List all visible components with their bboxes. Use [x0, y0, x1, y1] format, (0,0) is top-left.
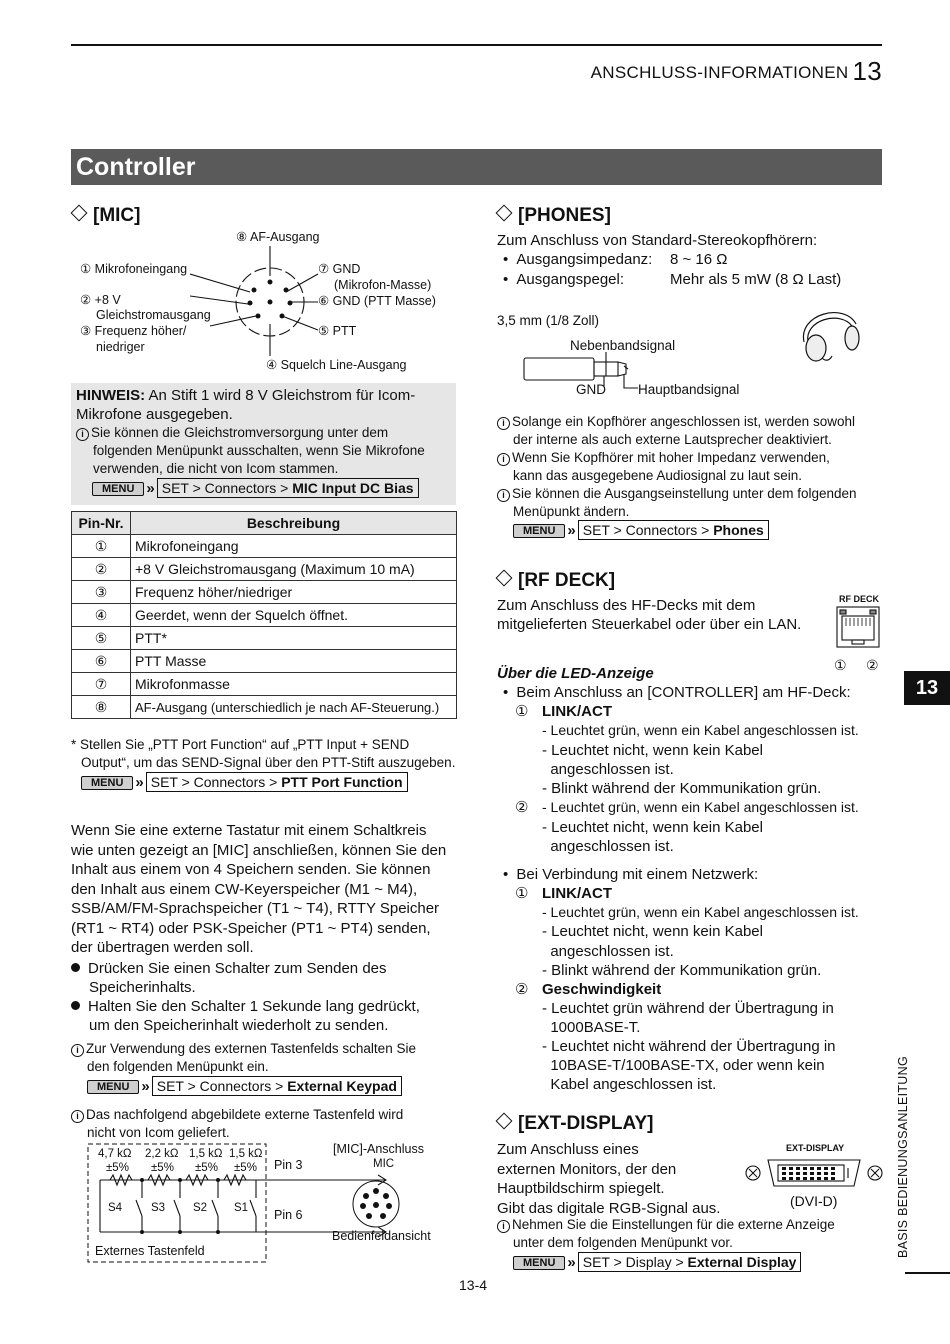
- phones-info-1a: i Solange ein Kopfhörer angeschlossen ist, werden sowohl: [497, 413, 855, 431]
- resistor-1-label: 4,7 kΩ: [98, 1148, 132, 1160]
- pin-label-4: ④ Squelch Line-Ausgang: [266, 358, 407, 372]
- bullet-icon: [71, 963, 80, 972]
- phones-info-2a: i Wenn Sie Kopfhörer mit hoher Impedanz verwenden,: [497, 449, 830, 467]
- rfdeck-intro-1: Zum Anschluss des HF-Decks mit dem: [497, 597, 756, 614]
- n2-item-3: - Leuchtet nicht während der Übertragung in: [542, 1038, 836, 1055]
- l1-title: LINK/ACT: [542, 703, 612, 720]
- bullet-icon: [71, 1001, 80, 1010]
- phones-intro: Zum Anschluss von Standard-Stereokopfhörern:: [497, 232, 818, 249]
- pin-label-1: ① Mikrofoneingang: [80, 262, 188, 276]
- n1-item-4: - Blinkt während der Kommunikation grün.: [542, 962, 822, 979]
- bullet-1b: Speicherinhalts.: [89, 979, 196, 996]
- n1-item-1: - Leuchtet grün, wenn ein Kabel angeschlossen ist.: [542, 904, 859, 920]
- l2-num: ②: [515, 799, 529, 816]
- l2-item-3: angeschlossen ist.: [542, 838, 674, 855]
- keypad-info-1: i Zur Verwendung des externen Tastenfelds schalten Sie: [71, 1040, 416, 1058]
- col-description: Beschreibung: [131, 512, 457, 535]
- resistor-2-label: 2,2 kΩ: [145, 1148, 179, 1160]
- n2-num: ②: [515, 981, 529, 998]
- menu-button[interactable]: MENU: [81, 776, 133, 790]
- tolerance-label: ±5%: [234, 1162, 257, 1174]
- l1-num: ①: [515, 703, 529, 720]
- keypad-info-2: den folgenden Menüpunkt ein.: [87, 1059, 269, 1074]
- hint-line-2: Mikrofone ausgegeben.: [76, 406, 233, 423]
- n1-item-3: angeschlossen ist.: [542, 943, 674, 960]
- table-row: ⑤ PTT*: [72, 627, 457, 650]
- tolerance-label: ±5%: [195, 1162, 218, 1174]
- extdisplay-intro: Zum Anschluss eines externen Monitors, der den Hauptbildschirm spiegelt. Gibt das digitale RGB-Signal aus.: [497, 1141, 721, 1217]
- hint-info-2: folgenden Menüpunkt ausschalten, wenn Sie Mikrofone: [93, 443, 425, 458]
- diamond-icon: [496, 570, 513, 587]
- gnd-label: GND: [576, 382, 606, 397]
- table-row: ② +8 V Gleichstromausgang (Maximum 10 mA): [72, 558, 457, 581]
- pin-label-5: ⑤ PTT: [318, 324, 357, 338]
- menu-path: SET > Connectors > Phones: [578, 520, 769, 540]
- info-icon: i: [71, 1044, 84, 1057]
- keypad-note-1: i Das nachfolgend abgebildete externe Tastenfeld wird: [71, 1106, 403, 1124]
- keypad-menu-path: MENU » SET > Connectors > External Keypad: [87, 1076, 402, 1096]
- extdisplay-info-2: unter dem folgenden Menüpunkt vor.: [513, 1235, 733, 1250]
- l2-item-2: - Leuchtet nicht, wenn kein Kabel: [542, 819, 763, 836]
- headphones-icon: [796, 302, 862, 364]
- hint-menu-path: MENU » SET > Connectors > MIC Input DC Bias: [92, 478, 419, 498]
- front-view-label: Bedienfeldansicht: [332, 1229, 431, 1243]
- table-row: ③ Frequenz höher/niedriger: [72, 581, 457, 604]
- rfdeck-heading: [RF DECK]: [498, 570, 615, 592]
- section-title: ANSCHLUSS-INFORMATIONEN: [590, 63, 849, 82]
- side-manual-label: BASIS BEDIENUNGSANLEITUNG: [896, 1056, 910, 1258]
- info-icon: i: [71, 1110, 84, 1123]
- pin-label-2b: Gleichstromausgang: [96, 308, 211, 322]
- hint-line-1: HINWEIS: An Stift 1 wird 8 V Gleichstrom für Icom-: [76, 387, 416, 404]
- pin3-label: Pin 3: [274, 1158, 303, 1172]
- switch-s3: S3: [151, 1202, 166, 1214]
- diamond-icon: [496, 205, 513, 222]
- keypad-note-2: nicht von Icom geliefert.: [87, 1125, 230, 1140]
- diamond-icon: [71, 205, 88, 222]
- phones-heading: [PHONES]: [498, 205, 611, 227]
- bullet-2: Halten Sie den Schalter 1 Sekunde lang gedrückt,: [71, 997, 420, 1017]
- header-title: [591, 56, 882, 87]
- switch-s2: S2: [193, 1202, 208, 1214]
- pin-label-6: ⑥ GND (PTT Masse): [318, 294, 436, 308]
- l1-item-3: angeschlossen ist.: [542, 761, 674, 778]
- extdisplay-menu-path: MENU » SET > Display > External Display: [513, 1252, 801, 1272]
- menu-path: SET > Connectors > MIC Input DC Bias: [157, 478, 419, 498]
- l1-item-1: - Leuchtet grün, wenn ein Kabel angeschlossen ist.: [542, 722, 859, 738]
- table-row: ⑥ PTT Masse: [72, 650, 457, 673]
- mic-conn-title: [MIC]-Anschluss: [333, 1142, 424, 1156]
- footnote-1: * Stellen Sie „PTT Port Function“ auf „PTT Input + SEND: [71, 737, 410, 752]
- rj45-jack-icon: [834, 604, 884, 654]
- menu-path: SET > Connectors > External Keypad: [152, 1076, 402, 1096]
- plug-size: 3,5 mm (1/8 Zoll): [497, 313, 600, 328]
- resistor-4-label: 1,5 kΩ: [229, 1148, 263, 1160]
- led-1-marker: ①: [834, 657, 847, 673]
- chapter-tab[interactable]: 13: [904, 671, 950, 705]
- mic-connector-diagram: [190, 246, 330, 372]
- pin-label-7b: (Mikrofon-Masse): [334, 278, 432, 292]
- page-number: 13-4: [459, 1277, 488, 1293]
- keypad-paragraph: Wenn Sie eine externe Tastatur mit einem Schaltkreis wie unten gezeigt an [MIC] anschließen, können Sie den Inhalt aus einem von 4 Speichern senden. Sie können den Inhalt aus einem CW-Keyerspeicher (M1 ~ M4), SSB/AM/FM-Sprachspeicher (T1 ~ T4), RTTY Speicher (RT1 ~ RT4) oder PSK-Speicher (PT1 ~ PT4) senden, der übertragen werden soll.: [71, 822, 447, 956]
- rfdeck-bullet-2: • Bei Verbindung mit einem Netzwerk:: [503, 866, 759, 883]
- menu-button[interactable]: MENU: [87, 1080, 139, 1094]
- diamond-icon: [496, 1113, 513, 1130]
- menu-path: SET > Connectors > PTT Port Function: [146, 772, 408, 792]
- side-rule: [905, 1272, 950, 1274]
- resistor-3-label: 1,5 kΩ: [189, 1148, 223, 1160]
- extdisplay-heading: [EXT-DISPLAY]: [498, 1113, 654, 1135]
- hint-info-1: i Sie können die Gleichstromversorgung unter dem: [76, 424, 388, 442]
- menu-button[interactable]: MENU: [513, 1256, 565, 1270]
- tolerance-label: ±5%: [151, 1162, 174, 1174]
- menu-button[interactable]: MENU: [92, 482, 144, 496]
- l1-item-2: - Leuchtet nicht, wenn kein Kabel: [542, 742, 763, 759]
- n2-title: Geschwindigkeit: [542, 981, 662, 998]
- info-icon: i: [497, 453, 510, 466]
- section-banner: Controller: [71, 149, 882, 185]
- phones-level: • Ausgangspegel:: [503, 271, 625, 288]
- n2-item-2: 1000BASE-T.: [542, 1019, 641, 1036]
- phones-impedance-value: 8 ~ 16 Ω: [670, 251, 728, 268]
- hint-info-3: verwenden, die nicht von Icom stammen.: [93, 461, 339, 476]
- pin6-label: Pin 6: [274, 1208, 303, 1222]
- l1-item-4: - Blinkt während der Kommunikation grün.: [542, 780, 822, 797]
- pin-label-3a: ③ Frequenz höher/: [80, 324, 187, 338]
- footnote-menu-path: MENU » SET > Connectors > PTT Port Function: [81, 772, 408, 792]
- n2-item-4: 10BASE-T/100BASE-TX, oder wenn kein: [542, 1057, 825, 1074]
- external-keypad-label: Externes Tastenfeld: [95, 1244, 205, 1258]
- phones-info-3b: Menüpunkt ändern.: [513, 504, 630, 519]
- mic-heading: [MIC]: [73, 205, 140, 227]
- dvi-connector-icon: [744, 1156, 884, 1190]
- rfdeck-jack-label: RF DECK: [839, 594, 879, 604]
- menu-button[interactable]: MENU: [513, 524, 565, 538]
- stereo-plug-icon: [520, 352, 640, 392]
- n2-item-1: - Leuchtet grün während der Übertragung in: [542, 1000, 834, 1017]
- menu-path: SET > Display > External Display: [578, 1252, 802, 1272]
- phones-menu-path: MENU » SET > Connectors > Phones: [513, 520, 769, 540]
- footnote-2: Output“, um das SEND-Signal über den PTT-Stift auszugeben.: [81, 755, 456, 770]
- n1-title: LINK/ACT: [542, 885, 612, 902]
- rfdeck-bullet-1: • Beim Anschluss an [CONTROLLER] am HF-Deck:: [503, 684, 851, 701]
- info-icon: i: [497, 1220, 510, 1233]
- phones-info-1b: der interne als auch externe Lautsprecher deaktiviert.: [513, 432, 832, 447]
- l2-item-1: - Leuchtet grün, wenn ein Kabel angeschlossen ist.: [542, 799, 859, 815]
- bullet-2b: um den Speicherinhalt wiederholt zu senden.: [89, 1017, 389, 1034]
- chapter-number: 13: [852, 56, 882, 86]
- n2-item-5: Kabel angeschlossen ist.: [542, 1076, 717, 1093]
- table-row: ⑧ AF-Ausgang (unterschiedlich je nach AF-Steuerung.): [72, 696, 457, 719]
- switch-s1: S1: [234, 1202, 249, 1214]
- col-pin-nr: Pin-Nr.: [72, 512, 131, 535]
- led-2-marker: ②: [866, 657, 879, 673]
- phones-info-2b: kann das ausgegebene Audiosignal zu laut sein.: [513, 468, 802, 483]
- pin-table: [71, 511, 457, 719]
- info-icon: i: [497, 417, 510, 430]
- pin-label-2a: ② +8 V: [80, 293, 121, 307]
- dvi-label: (DVI-D): [790, 1193, 838, 1209]
- mic-conn-label: MIC: [373, 1158, 395, 1170]
- extdisplay-info-1: i Nehmen Sie die Einstellungen für die externe Anzeige: [497, 1216, 835, 1234]
- side-signal-label: Nebenbandsignal: [570, 338, 676, 353]
- bullet-1: Drücken Sie einen Schalter zum Senden des: [71, 959, 387, 979]
- extdisplay-jack-label: EXT-DISPLAY: [786, 1143, 845, 1153]
- pin-label-8: ⑧ AF-Ausgang: [236, 230, 320, 244]
- pin-label-7a: ⑦ GND: [318, 262, 361, 276]
- table-row: ④ Geerdet, wenn der Squelch öffnet.: [72, 604, 457, 627]
- rfdeck-intro-2: mitgelieferten Steuerkabel oder über ein LAN.: [497, 616, 802, 633]
- phones-impedance: • Ausgangsimpedanz:: [503, 251, 653, 268]
- n1-item-2: - Leuchtet nicht, wenn kein Kabel: [542, 923, 763, 940]
- n1-num: ①: [515, 885, 529, 902]
- info-icon: i: [497, 489, 510, 502]
- pin-label-3b: niedriger: [96, 340, 145, 354]
- main-signal-label: Hauptbandsignal: [638, 382, 740, 397]
- switch-s4: S4: [108, 1202, 123, 1214]
- phones-level-value: Mehr als 5 mW (8 Ω Last): [670, 271, 842, 288]
- tolerance-label: ±5%: [106, 1162, 129, 1174]
- info-icon: i: [76, 428, 89, 441]
- header-rule: [71, 44, 882, 46]
- table-row: ① Mikrofoneingang: [72, 535, 457, 558]
- led-title: Über die LED-Anzeige: [497, 665, 654, 682]
- table-row: ⑦ Mikrofonmasse: [72, 673, 457, 696]
- phones-info-3a: i Sie können die Ausgangseinstellung unter dem folgenden: [497, 485, 857, 503]
